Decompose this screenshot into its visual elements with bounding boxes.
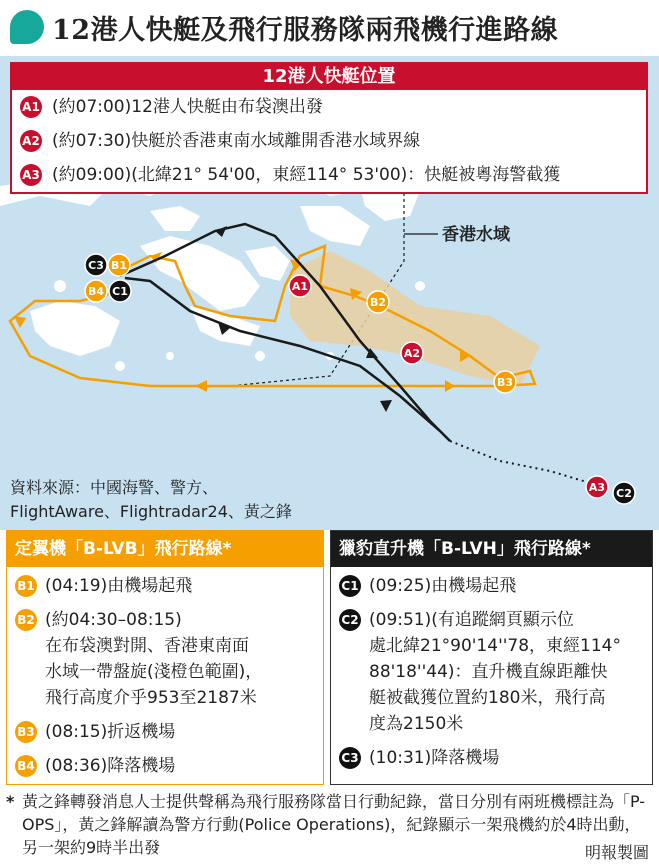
b-lvh-entry xyxy=(331,607,652,737)
info-row xyxy=(12,90,646,124)
entry-line: 艇被截獲位置約180米，飛行高 xyxy=(369,688,606,708)
b-lvb-panel xyxy=(6,530,324,785)
marker-b1 xyxy=(108,254,130,276)
b-lvb-entry xyxy=(7,719,323,745)
svg-text:A1: A1 xyxy=(291,280,309,293)
entry-line: 度為2150米 xyxy=(369,714,464,734)
b2-badge: B2 xyxy=(15,609,37,631)
entry-line: (約04:30–08:15) xyxy=(45,610,182,630)
svg-text:A3: A3 xyxy=(588,481,606,494)
marker-a1 xyxy=(289,275,311,297)
circling-area xyxy=(290,251,540,386)
c2-badge: C2 xyxy=(339,609,361,631)
info-row-text: (約07:30)快艇於香港東南水域離開香港水域界線 xyxy=(52,131,421,151)
entry-line: (08:36)降落機場 xyxy=(45,756,176,776)
entry-line: (08:15)折返機場 xyxy=(45,722,176,742)
footnote-text: 黃之鋒轉發消息人士提供聲稱為飛行服務隊當日行動紀錄，當日分別有兩班機標註為「P-OPS」，黃之鋒解讀為警方行動(Police Operations)，紀錄顯示一架飛機約於4時出動，另一架約9時半出發 xyxy=(22,792,646,857)
entry-line: 處北緯21°90'14''78，東經114° xyxy=(369,636,621,656)
svg-text:C2: C2 xyxy=(616,487,632,500)
title-bullet-icon xyxy=(10,10,44,44)
svg-text:B3: B3 xyxy=(496,376,514,389)
a3-badge: A3 xyxy=(20,164,42,186)
b-lvh-entry xyxy=(331,573,652,599)
svg-text:B2: B2 xyxy=(369,296,387,309)
a1-badge: A1 xyxy=(20,96,42,118)
info-heading: 12港人快艇位置 xyxy=(12,64,646,90)
b-lvb-heading: 定翼機「B-LVB」飛行路線* xyxy=(7,531,323,567)
title-bar xyxy=(0,0,659,56)
source-line: 資料來源：中國海警、警方、 xyxy=(10,478,219,497)
svg-text:B4: B4 xyxy=(87,285,105,298)
b1-badge: B1 xyxy=(15,575,37,597)
marker-c1 xyxy=(109,280,131,302)
entry-line: (10:31)降落機場 xyxy=(369,748,500,768)
c1-badge: C1 xyxy=(339,575,361,597)
a2-badge: A2 xyxy=(20,130,42,152)
marker-b3 xyxy=(494,371,516,393)
svg-text:C3: C3 xyxy=(88,259,104,272)
info-row-text: (約09:00)(北緯21° 54'00，東經114° 53'00)：快艇被粵海警截獲 xyxy=(52,165,561,185)
c3-badge: C3 xyxy=(339,747,361,769)
marker-a2 xyxy=(401,342,423,364)
page-title: 12港人快艇及飛行服務隊兩飛機行進路線 xyxy=(52,15,559,46)
black-route-dotted xyxy=(450,441,600,486)
info-row xyxy=(12,158,646,192)
footnote-star: * xyxy=(6,792,15,811)
source-line: FlightAware、Flightradar24、黃之鋒 xyxy=(10,502,292,521)
b-lvb-entry xyxy=(7,753,323,779)
entry-line: 水域一帶盤旋(淺橙色範圍)， xyxy=(45,662,263,682)
entry-line: (04:19)由機場起飛 xyxy=(45,576,193,596)
footnote xyxy=(0,790,659,859)
marker-b4 xyxy=(85,280,107,302)
marker-b2 xyxy=(367,291,389,313)
entry-line: (09:25)由機場起飛 xyxy=(369,576,517,596)
svg-text:A2: A2 xyxy=(403,347,421,360)
svg-text:C1: C1 xyxy=(112,285,128,298)
entry-line: 飛行高度介乎953至2187米 xyxy=(45,688,257,708)
credit: 明報製圖 xyxy=(584,843,649,862)
svg-text:B1: B1 xyxy=(110,259,128,272)
entry-line: 88'18''44)：直升機直線距離快 xyxy=(369,662,608,682)
b4-badge: B4 xyxy=(15,755,37,777)
b3-badge: B3 xyxy=(15,721,37,743)
marker-c3 xyxy=(85,254,107,276)
b-lvh-entry xyxy=(331,745,652,771)
b-lvb-entry xyxy=(7,607,323,711)
marker-a3 xyxy=(586,476,608,498)
b-lvh-panel xyxy=(330,530,653,785)
b-lvb-entry xyxy=(7,573,323,599)
entry-line: 在布袋澳對開、香港東南面 xyxy=(45,636,249,656)
hk-waters-label: 香港水域 xyxy=(442,225,510,245)
info-row-text: (約07:00)12港人快艇由布袋澳出發 xyxy=(52,97,323,117)
source-note xyxy=(10,476,292,524)
b-lvh-heading: 獵豹直升機「B-LVH」飛行路線* xyxy=(331,531,652,567)
entry-line: (09:51)(有追蹤網頁顯示位 xyxy=(369,610,574,630)
speedboat-info-box xyxy=(10,62,648,194)
info-row xyxy=(12,124,646,158)
marker-c2 xyxy=(613,482,635,504)
